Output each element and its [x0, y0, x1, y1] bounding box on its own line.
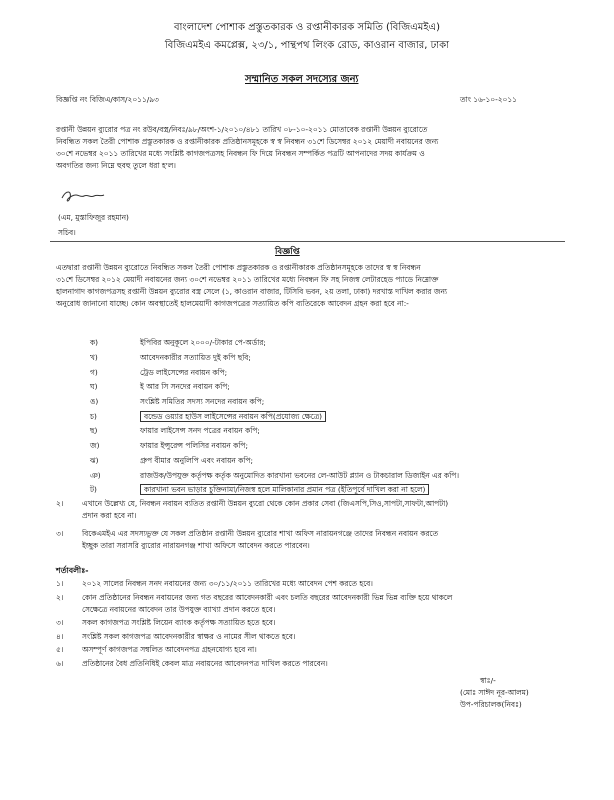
list-item-text: রাজউক/উপযুক্ত কর্তৃপক্ষ কর্তৃক অনুমোদিত কারখানা ভবনের লে-আউট প্ল্যান ও টাকচারাল ডিজাইন এর কপি।: [140, 470, 459, 480]
list-item: [90, 410, 570, 425]
condition-item: [56, 644, 576, 656]
list-item: [90, 337, 570, 352]
list-item-text: ট্রেড লাইসেন্সের নবায়ন কপি;: [140, 367, 228, 377]
list-item-key: চ): [90, 411, 97, 421]
list-item-text: ফায়ার লাইসেন্স সনদ পত্রের নবায়ন কপি;: [140, 426, 260, 436]
list-item-text: গ্রুপ বীমার অনুলিপি এবং নবায়ন কপি;: [140, 455, 253, 465]
list-item-key: ক): [90, 338, 99, 348]
condition-line: প্রতিষ্ঠানের বৈধ প্রতিনিধিই কেবল মাত্র নবায়নের আবেদনপত্র দাখিল করতে পারবেন।: [82, 658, 328, 668]
condition-line: সেক্ষেত্রে নবায়নের আবেদন তার উপযুক্ত ব্যাখ্যা প্রদান করতে হবে।: [82, 604, 276, 614]
signatory-name: (এম, মুস্তাফিজুর রহমান): [58, 213, 129, 222]
note-key: ২।: [56, 499, 64, 508]
note-line: প্রদান করা হবে না।: [82, 511, 137, 520]
list-item-key: ঞ): [90, 470, 101, 480]
list-item: [90, 484, 570, 499]
notes-list: [56, 498, 576, 554]
condition-item: [56, 578, 576, 590]
list-item-text: ই আর সি সনদের নবায়ন কপি;: [140, 382, 230, 392]
list-item-text: ইপিবির অনুকূলে ২০০০/-টাকার পে-অর্ডার;: [140, 338, 266, 348]
intro-line: নিবন্ধিত সকল তৈরী পোশাক প্রস্তুতকারক ও রপ্তানীকারক প্রতিষ্ঠানসমূহকে স্ব স্ব নিবন্ধন ৩১শে ডিসেম্বর ২০১২ মেয়াদী নবায়নের জন্য: [56, 137, 439, 146]
notice-line: এতদ্বারা রপ্তানী উন্নয়ন ব্যুরোতে নিবন্ধিত সকল তৈরী পোশাক প্রস্তুতকারক ও রপ্তানীকারক প্রতিষ্ঠানসমূহকে তাদের স্ব স্ব নিবন্ধন: [56, 263, 421, 272]
intro-paragraph: [56, 124, 576, 172]
condition-item: [56, 658, 576, 670]
list-item: [90, 366, 570, 381]
divider: [50, 241, 565, 242]
condition-line: সকল কাগজপত্র সংশ্লিষ্ট লিয়েন ব্যাংক কর্তৃপক্ষ সত্যায়িত হতে হবে।: [82, 618, 276, 627]
org-address: বিজিএমইএ কমপ্লেক্স, ২৩/১, পান্থপথ লিংক রোড, কাওরান বাজার, ঢাকা: [164, 40, 450, 51]
note-line: বিকেএমইএ এর সদস্যভুক্ত যে সকল প্রতিষ্ঠান রপ্তানী উন্নয়ন ব্যুরোর শাখা অফিস নারায়নগঞ্জে তাদের নিবন্ধন নবায়ন করতে: [82, 529, 439, 538]
condition-key: ৫।: [56, 645, 64, 654]
list-item-text: ফায়ার ইন্সুরেন্স পলিসির নবায়ন কপি;: [140, 441, 248, 451]
list-item-text: আবেদনকারীর সত্যায়িত দুই কপি ছবি;: [140, 353, 251, 363]
list-item: [90, 425, 570, 440]
condition-key: ৪।: [56, 631, 64, 641]
signed-mark: স্বাঃ/-: [480, 676, 496, 685]
condition-item: [56, 631, 576, 643]
reference-number: বিজ্ঞপ্তি নং বিজিএ/কাস/২০১১/৯৩: [56, 95, 159, 104]
condition-line: কোন প্রতিষ্ঠানের নিবন্ধন নবায়নের জন্য গত বছরের আবেদনকারী এবং চলতি বছরের আবেদনকারী ভিন্ন ভিন্ন ব্যক্তি হয়ে থাকলে: [82, 592, 453, 602]
list-item-text: সংশ্লিষ্ট সমিতির সদস্য সনদের নবায়ন কপি;: [140, 397, 265, 407]
conditions-heading: শর্তাবলীঃ-: [56, 566, 89, 575]
note-line: ইচ্ছুক তারা সরাসরি ব্যুরোর নারায়নগঞ্জ শাখা অফিসে আবেদন করতে পারবেন।: [82, 541, 310, 550]
list-item: [90, 396, 570, 411]
list-item-key: ঙ): [90, 397, 99, 407]
closing-signatory-designation: উপ-পরিচালক(নিবঃ): [460, 700, 522, 709]
list-item-key: ট): [90, 485, 97, 495]
list-item-key: জ): [90, 441, 100, 451]
condition-line: ২০১২ সালের নিবন্ধন সনদ নবায়নের জন্য ৩০/১১/২০১১ তারিখের মধ্যে আবেদন পেশ করতে হবে।: [82, 579, 373, 588]
list-item: [90, 352, 570, 367]
page-title: সম্মানিত সকল সদস্যের জন্য: [245, 74, 359, 85]
list-item-key: ঝ): [90, 455, 99, 465]
list-item-key: ঘ): [90, 382, 98, 392]
required-documents-list: [90, 337, 570, 499]
condition-line: অসম্পূর্ণ কাগজপত্র সম্বলিত আবেদনপত্র গ্রহনযোগ্য হবে না।: [82, 645, 257, 654]
list-item-key: গ): [90, 367, 98, 377]
notice-line: হালনাগাদ কাগজপত্রসহ রপ্তানী উন্নয়ন ব্যুরোর বস্ত্র সেলে (১, কাওরান বাজার, টিসিবি ভবন, ২য় তলা, ঢাকা) দরখাস্ত দাখিল করার জন্য: [56, 287, 447, 296]
list-item: [90, 440, 570, 455]
intro-line: অবগতির জন্য নিম্নে হুবহু তুলে ধরা হ'ল।: [56, 161, 176, 170]
condition-item: [56, 592, 576, 616]
note-line: এখানে উল্লেখ্য যে, নিবন্ধন নবায়ন ব্যতিত রপ্তানী উন্নয়ন ব্যুরো থেকে কোন প্রকার সেবা (জিএসপি,সিও,সাপটা,সাফটা,আপটা): [82, 499, 449, 508]
condition-item: [56, 617, 576, 629]
list-item: [90, 455, 570, 470]
note-key: ৩।: [56, 529, 64, 538]
condition-key: ১।: [56, 579, 64, 588]
list-item-text: বন্ডেড ওয়্যার হাউস লাইসেন্সের নবায়ন কপি(প্রযোজ্য ক্ষেত্রে): [140, 411, 326, 422]
org-name: বাংলাদেশ পোশাক প্রস্তুতকারক ও রপ্তানীকারক সমিতি (বিজিএমইএ): [173, 22, 441, 33]
signature-image: [58, 184, 106, 206]
condition-key: ৩।: [56, 618, 64, 627]
condition-key: ৬।: [56, 658, 64, 668]
notice-line: অনুরোধ জানানো যাচ্ছে। কোন অবস্থাতেই হালমেয়াদী কাগজপত্রের সত্যায়িত কপি ব্যতিরেকে আবেদন গ্রহন করা হবে না:-: [56, 299, 409, 308]
conditions-list: [56, 578, 576, 671]
condition-line: সংশ্লিষ্ট সকল কাগজপত্র আবেদনকারীর স্বাক্ষর ও নামের সীল থাকতে হবে।: [82, 631, 296, 641]
note-item: [56, 528, 576, 552]
notice-heading: বিজ্ঞপ্তি: [275, 247, 300, 257]
list-item-key: খ): [90, 353, 98, 363]
intro-line: ৩০শে নভেম্বর ২০১১ তারিখের মধ্যে সংশ্লিষ্ট কাগজপত্রসহ নিবন্ধন ফি দিয়ে নিবন্ধন সম্পর্কিত পত্রটি আপনাদের সদয় কার্যক্রম ও: [56, 149, 425, 158]
closing-signatory-name: (মোঃ সাঈদ নূর-আলম): [460, 688, 529, 697]
list-item: [90, 381, 570, 396]
notice-line: ৩১শে ডিসেম্বর ২০১২ মেয়াদী নবায়নের জন্য ৩০শে নভেম্বর ২০১১ তারিখের মধ্যে নিবন্ধন ফি সহ নিজস্ব লেটারহেড প্যাডে নিম্নোক্ত: [56, 275, 439, 284]
list-item: [90, 469, 570, 484]
signatory-designation: সচিব।: [58, 228, 76, 237]
notice-paragraph: [56, 262, 576, 310]
list-item-key: ছ): [90, 426, 98, 436]
note-item: [56, 498, 576, 522]
list-item-text: কারখানা ভবন ভাড়ার চুক্তিনামা/নিজস্ব হলে মালিকানার প্রমান পত্র (ইতিপূর্বে দাখিল করা না হলে): [140, 484, 429, 495]
document-date: তাং ১৬-১০-২০১১: [460, 95, 517, 104]
condition-key: ২।: [56, 592, 64, 602]
intro-line: রপ্তানী উন্নয়ন ব্যুরোর পত্র নং রউব/বস্ত্র/নিবঃ/৯৮/অংশ-১/২০১০/৪৮১ তারিখ ০৮-১০-২০১১ মোতাবেক রপ্তানী উন্নয়ন ব্যুরোতে: [56, 125, 428, 134]
